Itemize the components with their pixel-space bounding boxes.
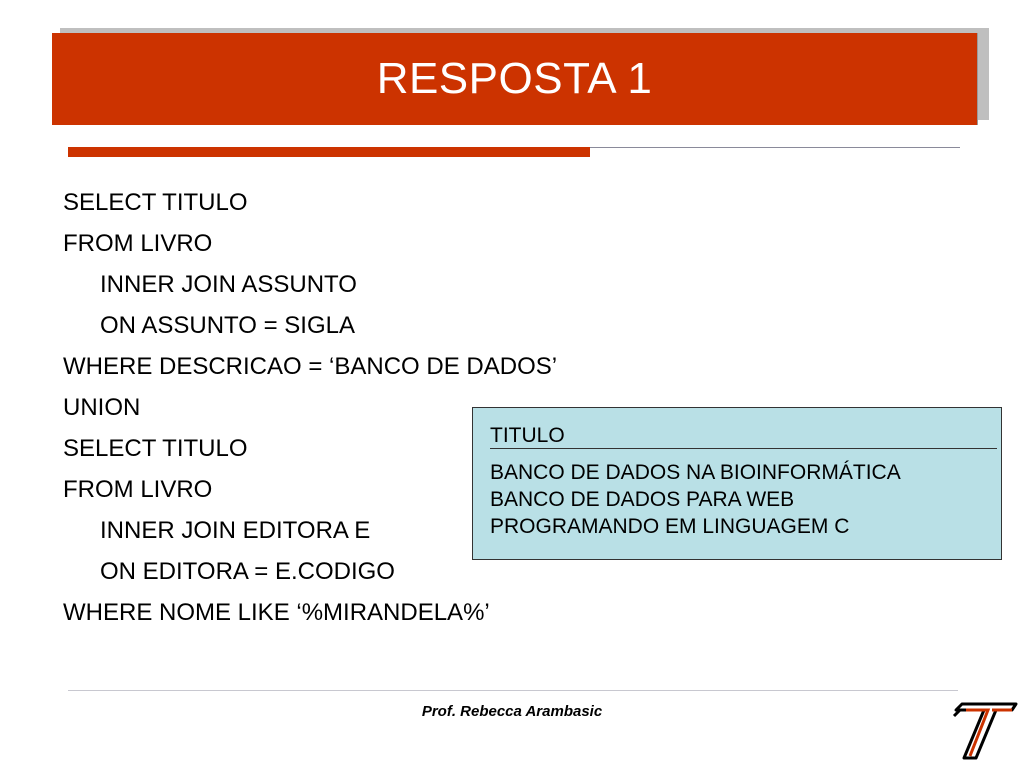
code-line: SELECT TITULO (63, 189, 248, 216)
accent-divider (590, 147, 960, 148)
code-line: WHERE DESCRICAO = ‘BANCO DE DADOS’ (63, 353, 558, 380)
result-table (472, 407, 1002, 560)
result-row: PROGRAMANDO EM LINGUAGEM C (490, 515, 850, 538)
code-line: INNER JOIN EDITORA E (100, 517, 371, 544)
t-logo-icon (950, 700, 1020, 762)
code-line: INNER JOIN ASSUNTO (100, 271, 357, 298)
code-line: FROM LIVRO (63, 230, 213, 257)
code-line: UNION (63, 394, 141, 421)
slide-title: RESPOSTA 1 (376, 54, 653, 103)
footer-divider (68, 690, 958, 691)
result-column-header: TITULO (490, 424, 997, 449)
code-line: ON EDITORA = E.CODIGO (100, 558, 395, 585)
code-line: ON ASSUNTO = SIGLA (100, 312, 355, 339)
title-banner (52, 33, 978, 125)
code-line: SELECT TITULO (63, 435, 248, 462)
result-row: BANCO DE DADOS PARA WEB (490, 488, 795, 511)
footer-author: Prof. Rebecca Arambasic (421, 703, 603, 720)
result-row: BANCO DE DADOS NA BIOINFORMÁTICA (490, 461, 901, 484)
code-line: FROM LIVRO (63, 476, 213, 503)
accent-bar (68, 147, 590, 157)
code-line: WHERE NOME LIKE ‘%MIRANDELA%’ (63, 599, 490, 626)
result-rows (490, 459, 901, 540)
